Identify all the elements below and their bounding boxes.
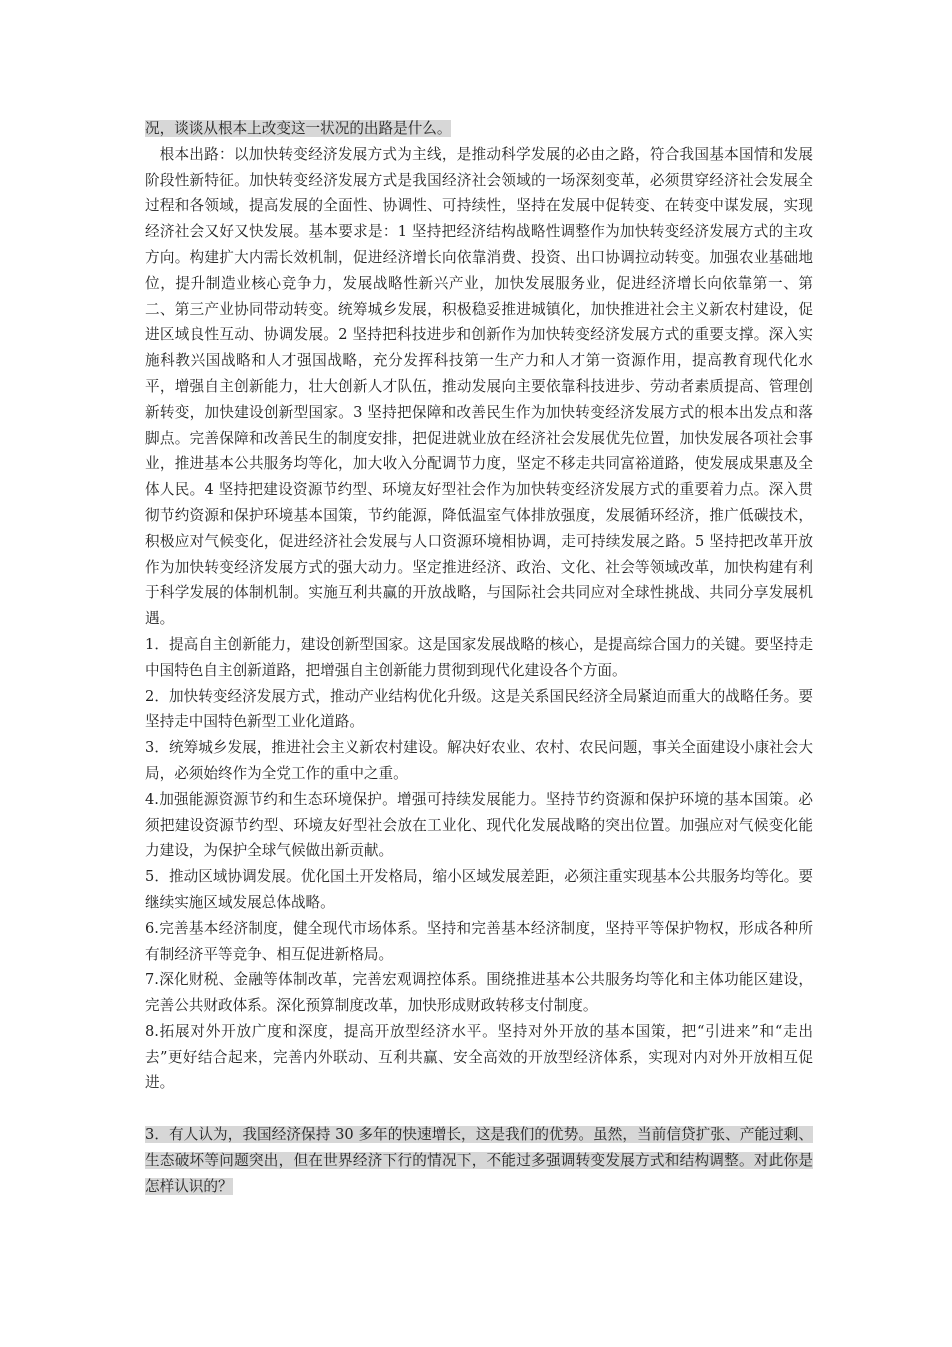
list-item-8: 8.拓展对外开放广度和深度，提高开放型经济水平。坚持对外开放的基本国策，把“引进来”和“走出去”更好结合起来，完善内外联动、互利共赢、安全高效的开放型经济体系，实现对内对外开放相互促进。 bbox=[145, 1022, 813, 1092]
list-item-4: 4.加强能源资源节约和生态环境保护。增强可持续发展能力。坚持节约资源和保护环境的基本国策。必须把建设资源节约型、环境友好型社会放在工业化、现代化发展战略的突出位置。加强应对气候变化能力建设，为保护全球气候做出新贡献。 bbox=[145, 790, 813, 860]
list-item-5: 5．推动区域协调发展。优化国土开发格局，缩小区域发展差距，必须注重实现基本公共服务均等化。要继续实施区域发展总体战略。 bbox=[145, 868, 813, 911]
answer-intro-paragraph: 根本出路：以加快转变经济发展方式为主线，是推动科学发展的必由之路，符合我国基本国情和发展阶段性新特征。加快转变经济发展方式是我国经济社会领域的一场深刻变革，必须贯穿经济社会发展全过程和各领域，提高发展的全面性、协调性、可持续性，坚持在发展中促转变、在转变中谋发展，实现经济社会又好又快发展。基本要求是：1 坚持把经济结构战略性调整作为加快转变经济发展方式的主攻方向。构建扩大内需长效机制，促进经济增长向依靠消费、投资、出口协调拉动转变。加强农业基础地位，提升制造业核心竞争力，发展战略性新兴产业，加快发展服务业，促进经济增长向依靠第一、第二、第三产业协同带动转变。统筹城乡发展，积极稳妥推进城镇化，加快推进社会主义新农村建设，促进区域良性互动、协调发展。2 坚持把科技进步和创新作为加快转变经济发展方式的重要支撑。深入实施科教兴国战略和人才强国战略，充分发挥科技第一生产力和人才第一资源作用，提高教育现代化水平，增强自主创新能力，壮大创新人才队伍，推动发展向主要依靠科技进步、劳动者素质提高、管理创新转变，加快建设创新型国家。3 坚持把保障和改善民生作为加快转变经济发展方式的根本出发点和落脚点。完善保障和改善民生的制度安排，把促进就业放在经济社会发展优先位置，加快发展各项社会事业，推进基本公共服务均等化，加大收入分配调节力度，坚定不移走共同富裕道路，使发展成果惠及全体人民。4 坚持把建设资源节约型、环境友好型社会作为加快转变经济发展方式的重要着力点。深入贯彻节约资源和保护环境基本国策，节约能源，降低温室气体排放强度，发展循环经济，推广低碳技术，积极应对气候变化，促进经济社会发展与人口资源环境相协调，走可持续发展之路。5 坚持把改革开放作为加快转变经济发展方式的强大动力。坚定推进经济、政治、文化、社会等领域改革，加快构建有利于科学发展的体制机制。实施互利共赢的开放战略，与国际社会共同应对全球性挑战、共同分享发展机遇。 bbox=[145, 145, 813, 628]
list-item-6: 6.完善基本经济制度，健全现代市场体系。坚持和完善基本经济制度，坚持平等保护物权，形成各种所有制经济平等竞争、相互促进新格局。 bbox=[145, 919, 813, 963]
list-item-1: 1．提高自主创新能力，建设创新型国家。这是国家发展战略的核心，是提高综合国力的关键。要坚持走中国特色自主创新道路，把增强自主创新能力贯彻到现代化建设各个方面。 bbox=[145, 635, 813, 679]
list-item-3: 3．统筹城乡发展，推进社会主义新农村建设。解决好农业、农村、农民问题，事关全面建设小康社会大局，必须始终作为全党工作的重中之重。 bbox=[145, 739, 813, 782]
question-2-tail-text: 况，谈谈从根本上改变这一状况的出路是什么。 bbox=[145, 120, 452, 137]
document-page bbox=[145, 116, 813, 1200]
question-3-text: 3．有人认为，我国经济保持 30 多年的快速增长，这是我们的优势。虽然，当前信贷扩张、产能过剩、生态破坏等问题突出，但在世界经济下行的情况下，不能过多强调转变发展方式和结构调整。对此你是怎样认识的？ bbox=[145, 1126, 813, 1195]
question-3 bbox=[145, 1122, 813, 1199]
list-item-7: 7.深化财税、金融等体制改革，完善宏观调控体系。围绕推进基本公共服务均等化和主体功能区建设，完善公共财政体系。深化预算制度改革，加快形成财政转移支付制度。 bbox=[145, 971, 813, 1015]
paragraph-spacer bbox=[145, 1096, 813, 1122]
list-item-2: 2．加快转变经济发展方式，推动产业结构优化升级。这是关系国民经济全局紧迫而重大的战略任务。要坚持走中国特色新型工业化道路。 bbox=[145, 687, 813, 731]
question-2-tail bbox=[145, 116, 813, 142]
